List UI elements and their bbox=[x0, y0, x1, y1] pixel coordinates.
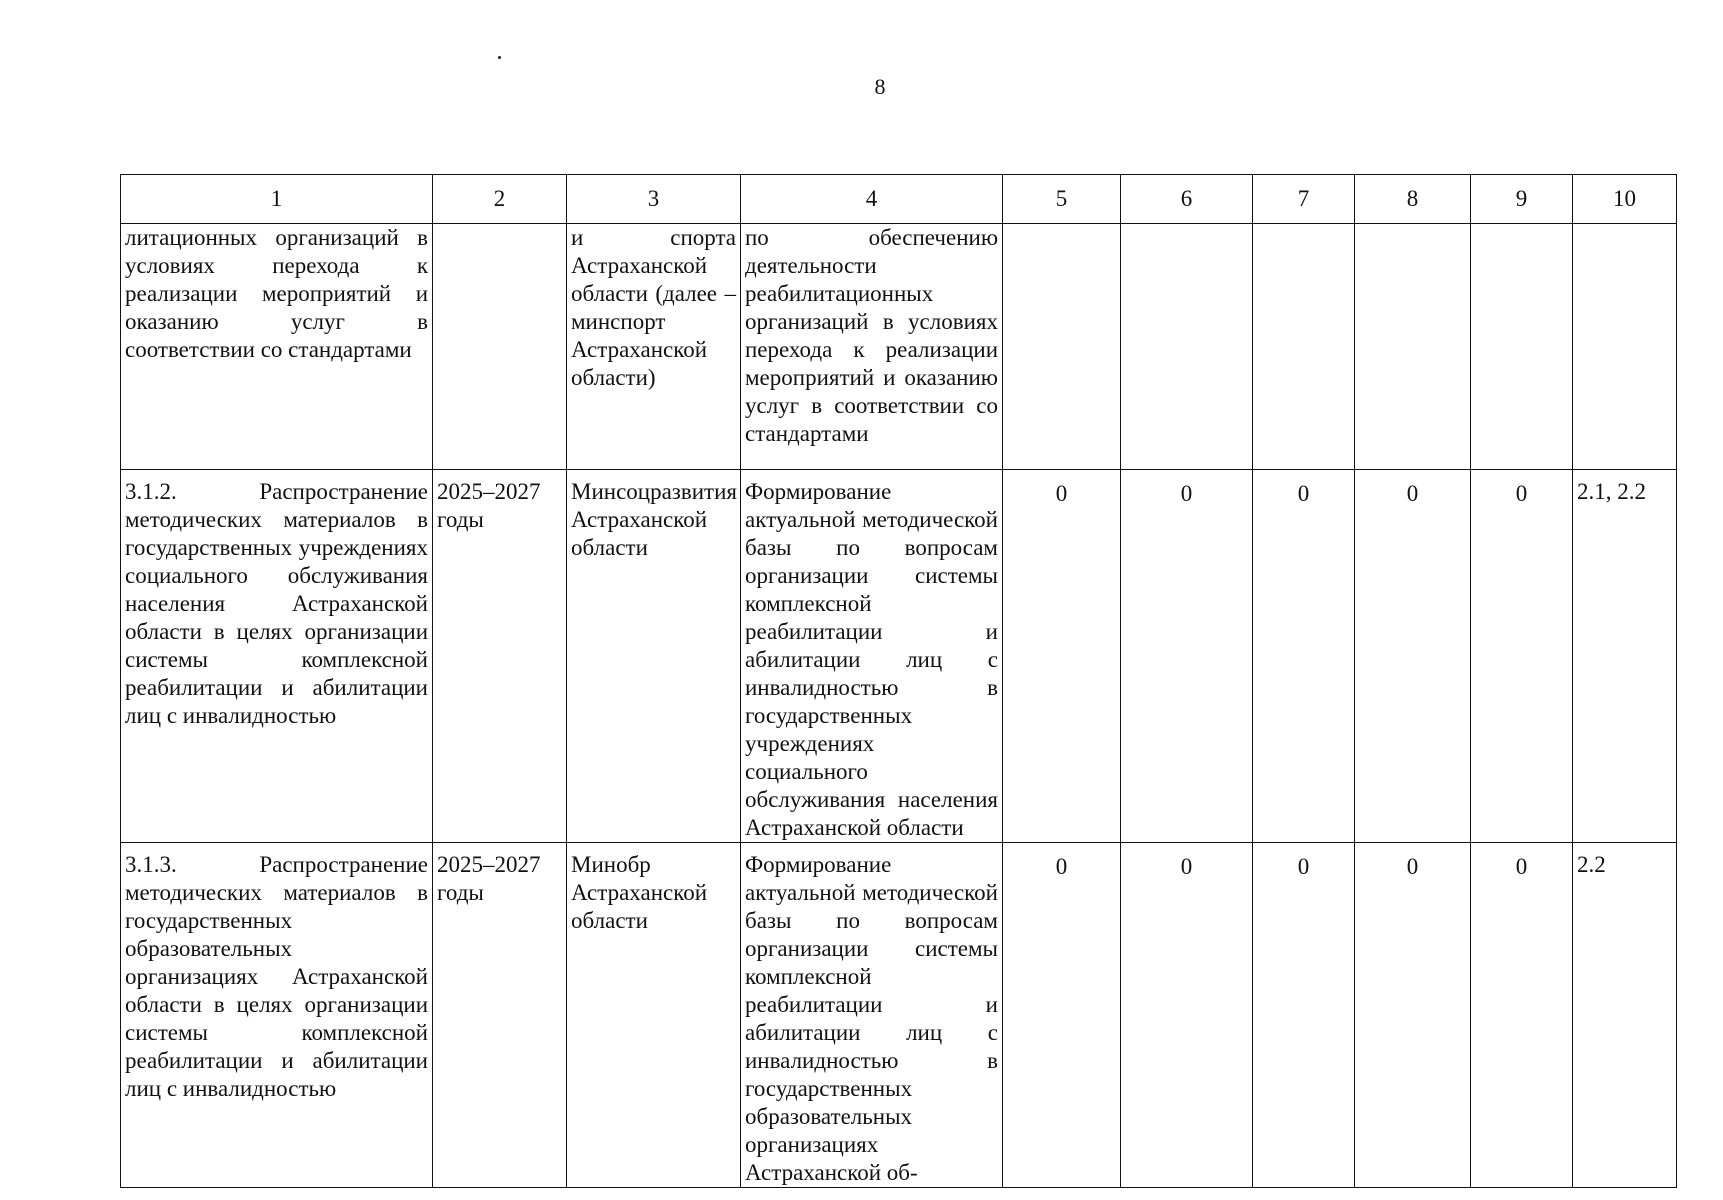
cell-indicator: 2.2 bbox=[1573, 843, 1677, 1188]
cell-value: 0 bbox=[1121, 843, 1253, 1188]
cell-value: 0 bbox=[1355, 470, 1471, 843]
cell-value: 0 bbox=[1003, 843, 1121, 1188]
cell-value: 0 bbox=[1253, 843, 1355, 1188]
cell-value: 0 bbox=[1253, 470, 1355, 843]
col-header: 1 bbox=[121, 175, 433, 224]
cell-value bbox=[1471, 224, 1573, 470]
cell-value bbox=[1003, 224, 1121, 470]
cell-result: Формирование актуальной методической базы по вопросам организации системы комплексной реабилитации и абилитации лиц с инвалидностью в государственных учреждениях социального обслуживания населения Астраханской области bbox=[741, 470, 1003, 843]
table-row bbox=[121, 843, 1677, 1188]
header-row bbox=[121, 175, 1677, 224]
cell-value: 0 bbox=[1003, 470, 1121, 843]
cell-value: 0 bbox=[1471, 843, 1573, 1188]
scan-speck bbox=[498, 56, 501, 59]
col-header: 9 bbox=[1471, 175, 1573, 224]
col-header: 6 bbox=[1121, 175, 1253, 224]
page-number: 8 bbox=[874, 74, 886, 99]
cell-value: 0 bbox=[1121, 470, 1253, 843]
cell-indicator bbox=[1573, 224, 1677, 470]
cell-period bbox=[433, 224, 567, 470]
col-header: 2 bbox=[433, 175, 567, 224]
cell-measure: 3.1.3. Распространение методических материалов в государственных образовательных организациях Астраханской области в целях организации системы комплексной реабилитации и абилитации лиц с инвалидностью bbox=[121, 843, 433, 1188]
cell-indicator: 2.1, 2.2 bbox=[1573, 470, 1677, 843]
cell-responsible: Минсоцразвития Астраханской области bbox=[567, 470, 741, 843]
cell-value: 0 bbox=[1355, 843, 1471, 1188]
col-header: 3 bbox=[567, 175, 741, 224]
cell-value: 0 bbox=[1471, 470, 1573, 843]
table-row bbox=[121, 224, 1677, 470]
cell-value bbox=[1121, 224, 1253, 470]
cell-responsible: и спорта Астраханской области (далее – минспорт Астраханской области) bbox=[567, 224, 741, 470]
program-table bbox=[120, 174, 1677, 1188]
cell-result: по обеспечению деятельности реабилитационных организаций в условиях перехода к реализации мероприятий и оказанию услуг в соответствии со стандартами bbox=[741, 224, 1003, 470]
col-header: 10 bbox=[1573, 175, 1677, 224]
table-row bbox=[121, 470, 1677, 843]
cell-measure: 3.1.2. Распространение методических материалов в государственных учреждениях социального обслуживания населения Астраханской области в целях организации системы комплексной реабилитации и абилитации лиц с инвалидностью bbox=[121, 470, 433, 843]
cell-result: Формирование актуальной методической базы по вопросам организации системы комплексной реабилитации и абилитации лиц с инвалидностью в государственных образовательных организациях Астраханской об- bbox=[741, 843, 1003, 1188]
col-header: 7 bbox=[1253, 175, 1355, 224]
cell-responsible: Минобр Астраханской области bbox=[567, 843, 741, 1188]
cell-period: 2025–2027 годы bbox=[433, 843, 567, 1188]
col-header: 5 bbox=[1003, 175, 1121, 224]
col-header: 8 bbox=[1355, 175, 1471, 224]
cell-period: 2025–2027 годы bbox=[433, 470, 567, 843]
col-header: 4 bbox=[741, 175, 1003, 224]
cell-value bbox=[1355, 224, 1471, 470]
cell-value bbox=[1253, 224, 1355, 470]
cell-measure: литационных организаций в условиях перехода к реализации мероприятий и оказанию услуг в соответствии со стандартами bbox=[121, 224, 433, 470]
